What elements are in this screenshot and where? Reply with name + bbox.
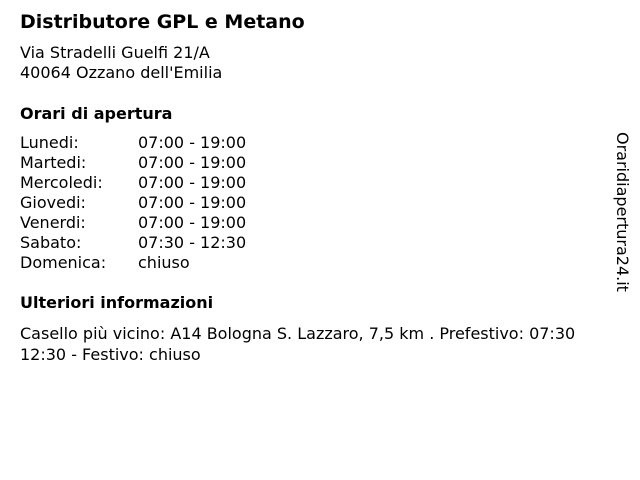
more-info-heading: Ulteriori informazioni <box>20 293 214 312</box>
page-title: Distributore GPL e Metano <box>20 11 305 33</box>
address-city: 40064 Ozzano dell'Emilia <box>20 63 223 82</box>
day-label: Venerdi: <box>20 213 86 232</box>
time-value: 07:30 - 12:30 <box>138 233 247 252</box>
time-value: 07:00 - 19:00 <box>138 193 247 212</box>
time-value: 07:00 - 19:00 <box>138 213 247 232</box>
opening-hours-heading: Orari di apertura <box>20 104 173 123</box>
time-value: 07:00 - 19:00 <box>138 153 247 172</box>
day-label: Mercoledi: <box>20 173 103 192</box>
site-brand-text: Oraridiapertura24.it <box>613 132 632 292</box>
day-label: Sabato: <box>20 233 82 252</box>
site-brand-watermark <box>604 132 640 312</box>
day-label: Martedi: <box>20 153 87 172</box>
time-value: 07:00 - 19:00 <box>138 133 247 152</box>
address-street: Via Stradelli Guelfi 21/A <box>20 43 210 62</box>
time-value: chiuso <box>138 253 190 272</box>
day-label: Giovedi: <box>20 193 86 212</box>
more-info-text: Casello più vicino: A14 Bologna S. Lazzaro, 7,5 km . Prefestivo: 07:30 12:30 - Festivo: chiuso <box>20 324 576 364</box>
time-value: 07:00 - 19:00 <box>138 173 247 192</box>
day-label: Lunedi: <box>20 133 79 152</box>
day-label: Domenica: <box>20 253 107 272</box>
address-block <box>20 43 222 83</box>
